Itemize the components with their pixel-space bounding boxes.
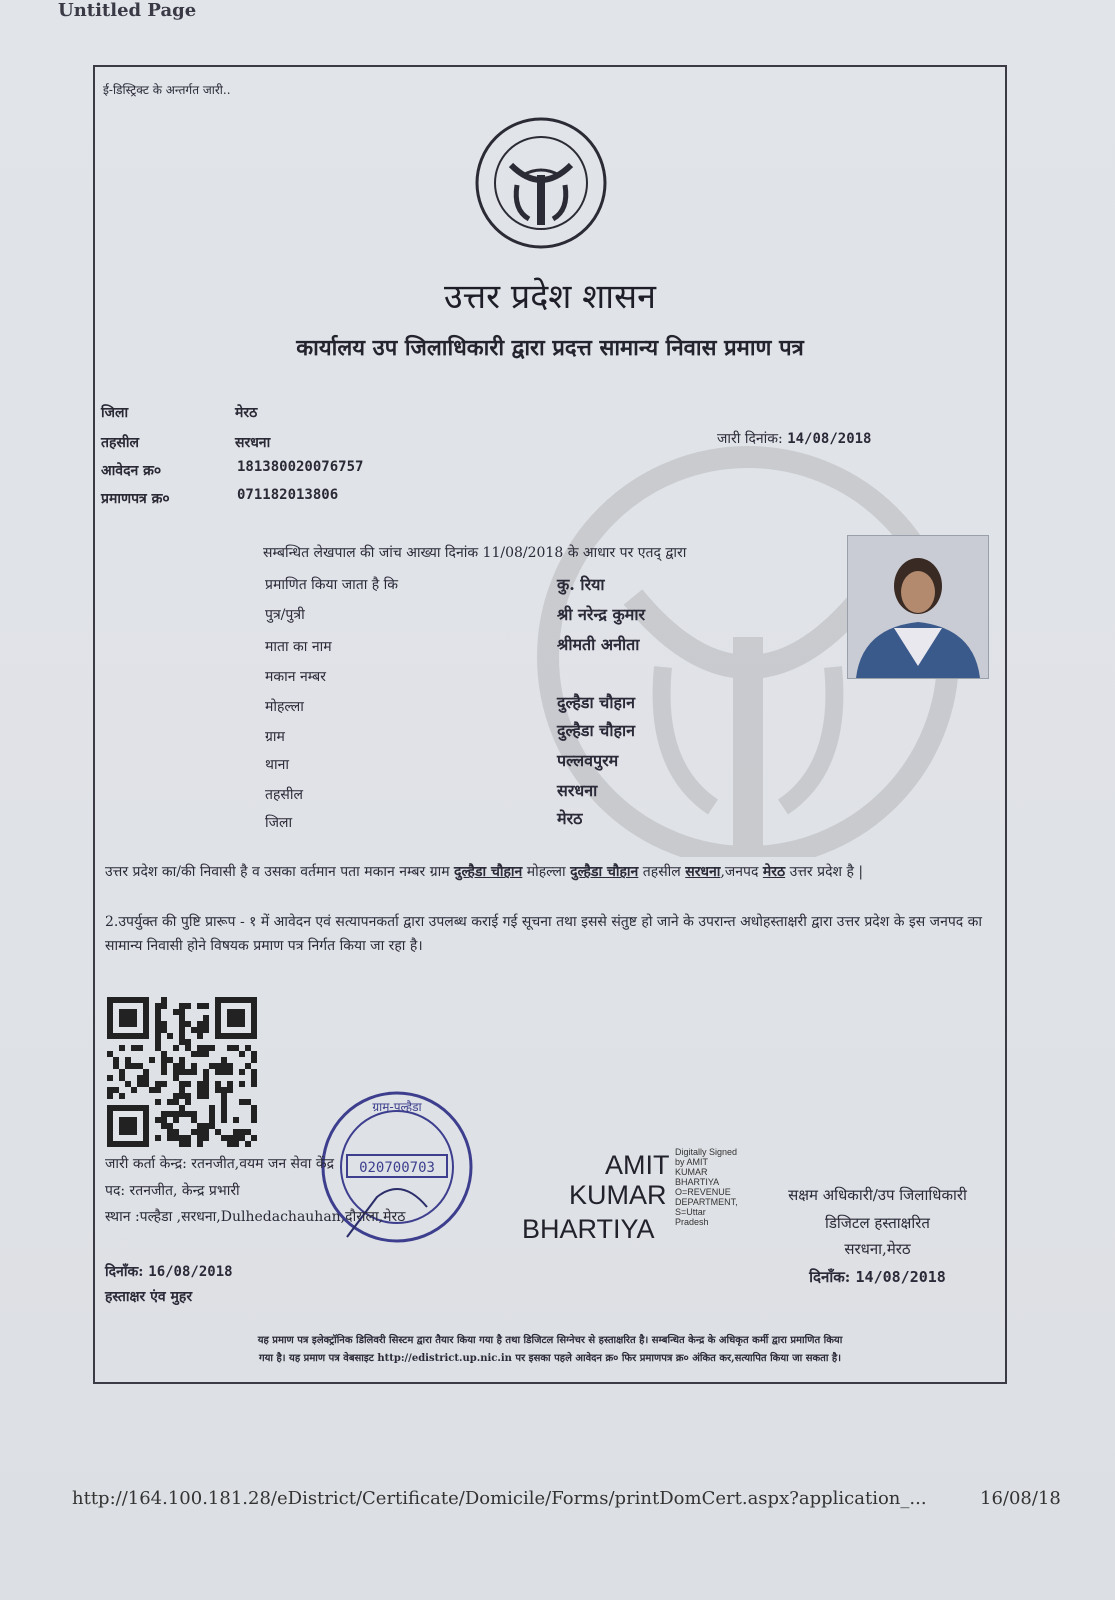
para-mohalla: दुल्हैडा चौहान xyxy=(570,864,639,880)
field-label: मोहल्ला xyxy=(265,699,304,715)
right-date-label: दिनाँक: xyxy=(809,1268,851,1286)
residence-paragraph xyxy=(105,860,995,884)
meta-label: जिला xyxy=(101,405,129,421)
meta-label: आवेदन क्र० xyxy=(101,463,162,479)
qr-code xyxy=(107,997,257,1147)
sig-note-line: S=Uttar xyxy=(675,1207,706,1217)
para-text: मोहल्ला xyxy=(526,864,566,880)
up-state-emblem-icon xyxy=(473,115,609,251)
signer-name-line2: KUMAR xyxy=(569,1180,667,1210)
signer-name-line1: AMIT xyxy=(605,1150,670,1180)
sig-note-line: DEPARTMENT, xyxy=(675,1197,738,1207)
field-label: थाना xyxy=(265,757,289,773)
sig-note-line: KUMAR xyxy=(675,1167,708,1177)
issue-date xyxy=(717,429,872,448)
print-date: 16/08/18 xyxy=(980,1488,1061,1509)
field-value-name: कु. रिया xyxy=(557,575,605,594)
stamp-code: 020700703 xyxy=(359,1160,435,1176)
person-photo-icon xyxy=(848,536,988,678)
print-url: http://164.100.181.28/eDistrict/Certificate/Domicile/Forms/printDomCert.aspx?application_... xyxy=(72,1488,927,1509)
confirmation-paragraph: 2.उपर्युक्त की पुष्टि प्रारूप - १ में आवेदन एवं सत्यापनकर्ता द्वारा उपलब्ध कराई गई सूचना तथा इससे संतुष्ट हो जाने के उपरान्त अधोहस्ताक्षरी द्वारा उत्तर प्रदेश के इस जनपद का सामान्य निवासी होने विषयक प्रमाण पत्र निर्गत किया जा रहा है। xyxy=(105,914,983,954)
field-label: जिला xyxy=(265,815,293,831)
field-value-district: मेरठ xyxy=(557,809,583,828)
certificate-number: 071182013806 xyxy=(237,487,339,503)
field-value-tehsil: सरधना xyxy=(557,781,598,800)
verification-intro: सम्बन्धित लेखपाल की जांच आख्या दिनांक 11/08/2018 के आधार पर एतद् द्वारा xyxy=(263,545,687,561)
para-text: तहसील xyxy=(642,864,681,880)
authority-title: सक्षम अधिकारी/उप जिलाधिकारी xyxy=(788,1186,967,1204)
government-title: उत्तर प्रदेश शासन xyxy=(444,277,656,317)
left-date xyxy=(105,1262,233,1281)
issued-under-text: ई-डिस्ट्रिक्ट के अन्तर्गत जारी.. xyxy=(103,83,231,97)
application-number: 181380020076757 xyxy=(237,459,364,475)
digitally-signed-text: डिजिटल हस्ताक्षरित xyxy=(825,1214,930,1232)
stamp-top-text: ग्राम-पल्हैडा xyxy=(372,1100,422,1114)
meta-value: मेरठ xyxy=(235,405,258,421)
meta-label: प्रमाणपत्र क्र० xyxy=(101,491,170,507)
browser-page-title: Untitled Page xyxy=(58,0,197,21)
sig-note-line: O=REVENUE xyxy=(675,1187,731,1197)
para-district: मेरठ xyxy=(762,864,786,880)
field-value-village: दुल्हैडा चौहान xyxy=(557,721,635,740)
left-date-label: दिनाँक: xyxy=(105,1264,144,1280)
sig-note-line: Pradesh xyxy=(675,1217,709,1227)
notice-line: यह प्रमाण पत्र इलेक्ट्रॉनिक डिलिवरी सिस्टम द्वारा तैयार किया गया है तथा डिजिटल सिग्नेचर से हस्ताक्षरित है। सम्बन्धित केन्द्र के अधिकृत कर्मी द्वारा प्रमाणित किया xyxy=(257,1335,843,1346)
para-village: दुल्हैडा चौहान xyxy=(454,864,523,880)
designation: पद: रतनजीत, केन्द्र प्रभारी xyxy=(105,1183,240,1199)
issue-date-label: जारी दिनांक: xyxy=(717,431,783,447)
certificate-title: कार्यालय उप जिलाधिकारी द्वारा प्रदत्त सामान्य निवास प्रमाण पत्र xyxy=(296,335,804,361)
field-value-police-station: पल्लवपुरम xyxy=(557,751,619,770)
digital-signature-note xyxy=(675,1147,738,1227)
right-date xyxy=(755,1267,1000,1287)
field-label: पुत्र/पुत्री xyxy=(265,607,305,623)
meta-label: तहसील xyxy=(101,435,139,451)
left-date-value: 16/08/2018 xyxy=(148,1264,233,1280)
para-tehsil: सरधना xyxy=(685,864,721,880)
certificate-frame xyxy=(93,65,1007,1384)
verification-notice xyxy=(105,1332,995,1368)
para-text: उत्तर प्रदेश है | xyxy=(789,864,864,880)
field-value-mother: श्रीमती अनीता xyxy=(557,635,640,654)
field-label: ग्राम xyxy=(265,729,285,745)
sign-and-seal: हस्ताक्षर एंव मुहर xyxy=(105,1289,193,1305)
meta-value: सरधना xyxy=(235,435,271,451)
field-label: प्रमाणित किया जाता है कि xyxy=(265,577,399,593)
sig-note-line: by AMIT xyxy=(675,1157,709,1167)
field-value-mohalla: दुल्हैडा चौहान xyxy=(557,693,635,712)
sig-note-line: BHARTIYA xyxy=(675,1177,720,1187)
field-value-father: श्री नरेन्द्र कुमार xyxy=(557,605,646,624)
field-label: माता का नाम xyxy=(265,639,332,655)
place: स्थान :पल्हैडा ,सरधना,Dulhedachauhan,दौराला,मेरठ xyxy=(105,1209,406,1225)
issuing-center: जारी कर्ता केन्द्र: रतनजीत,वयम जन सेवा केंद्र xyxy=(105,1156,335,1172)
applicant-photo xyxy=(847,535,989,679)
sig-note-line: Digitally Signed xyxy=(675,1147,738,1157)
authority-place: सरधना,मेरठ xyxy=(844,1240,911,1258)
para-text: उत्तर प्रदेश का/की निवासी है व उसका वर्तमान पता मकान नम्बर ग्राम xyxy=(105,864,450,880)
field-label: तहसील xyxy=(265,787,303,803)
para-text: ,जनपद xyxy=(720,864,759,880)
notice-line: गया है। यह प्रमाण पत्र वेबसाइट http://edistrict.up.nic.in पर इसका पहले आवेदन क्र० फिर प्रमाणपत्र क्र० अंकित कर,सत्यापित किया जा सकता है। xyxy=(258,1353,842,1364)
issue-date-value: 14/08/2018 xyxy=(787,431,872,447)
field-label: मकान नम्बर xyxy=(265,669,327,685)
right-date-value: 14/08/2018 xyxy=(855,1268,946,1286)
signer-name-line3: BHARTIYA xyxy=(522,1214,655,1244)
